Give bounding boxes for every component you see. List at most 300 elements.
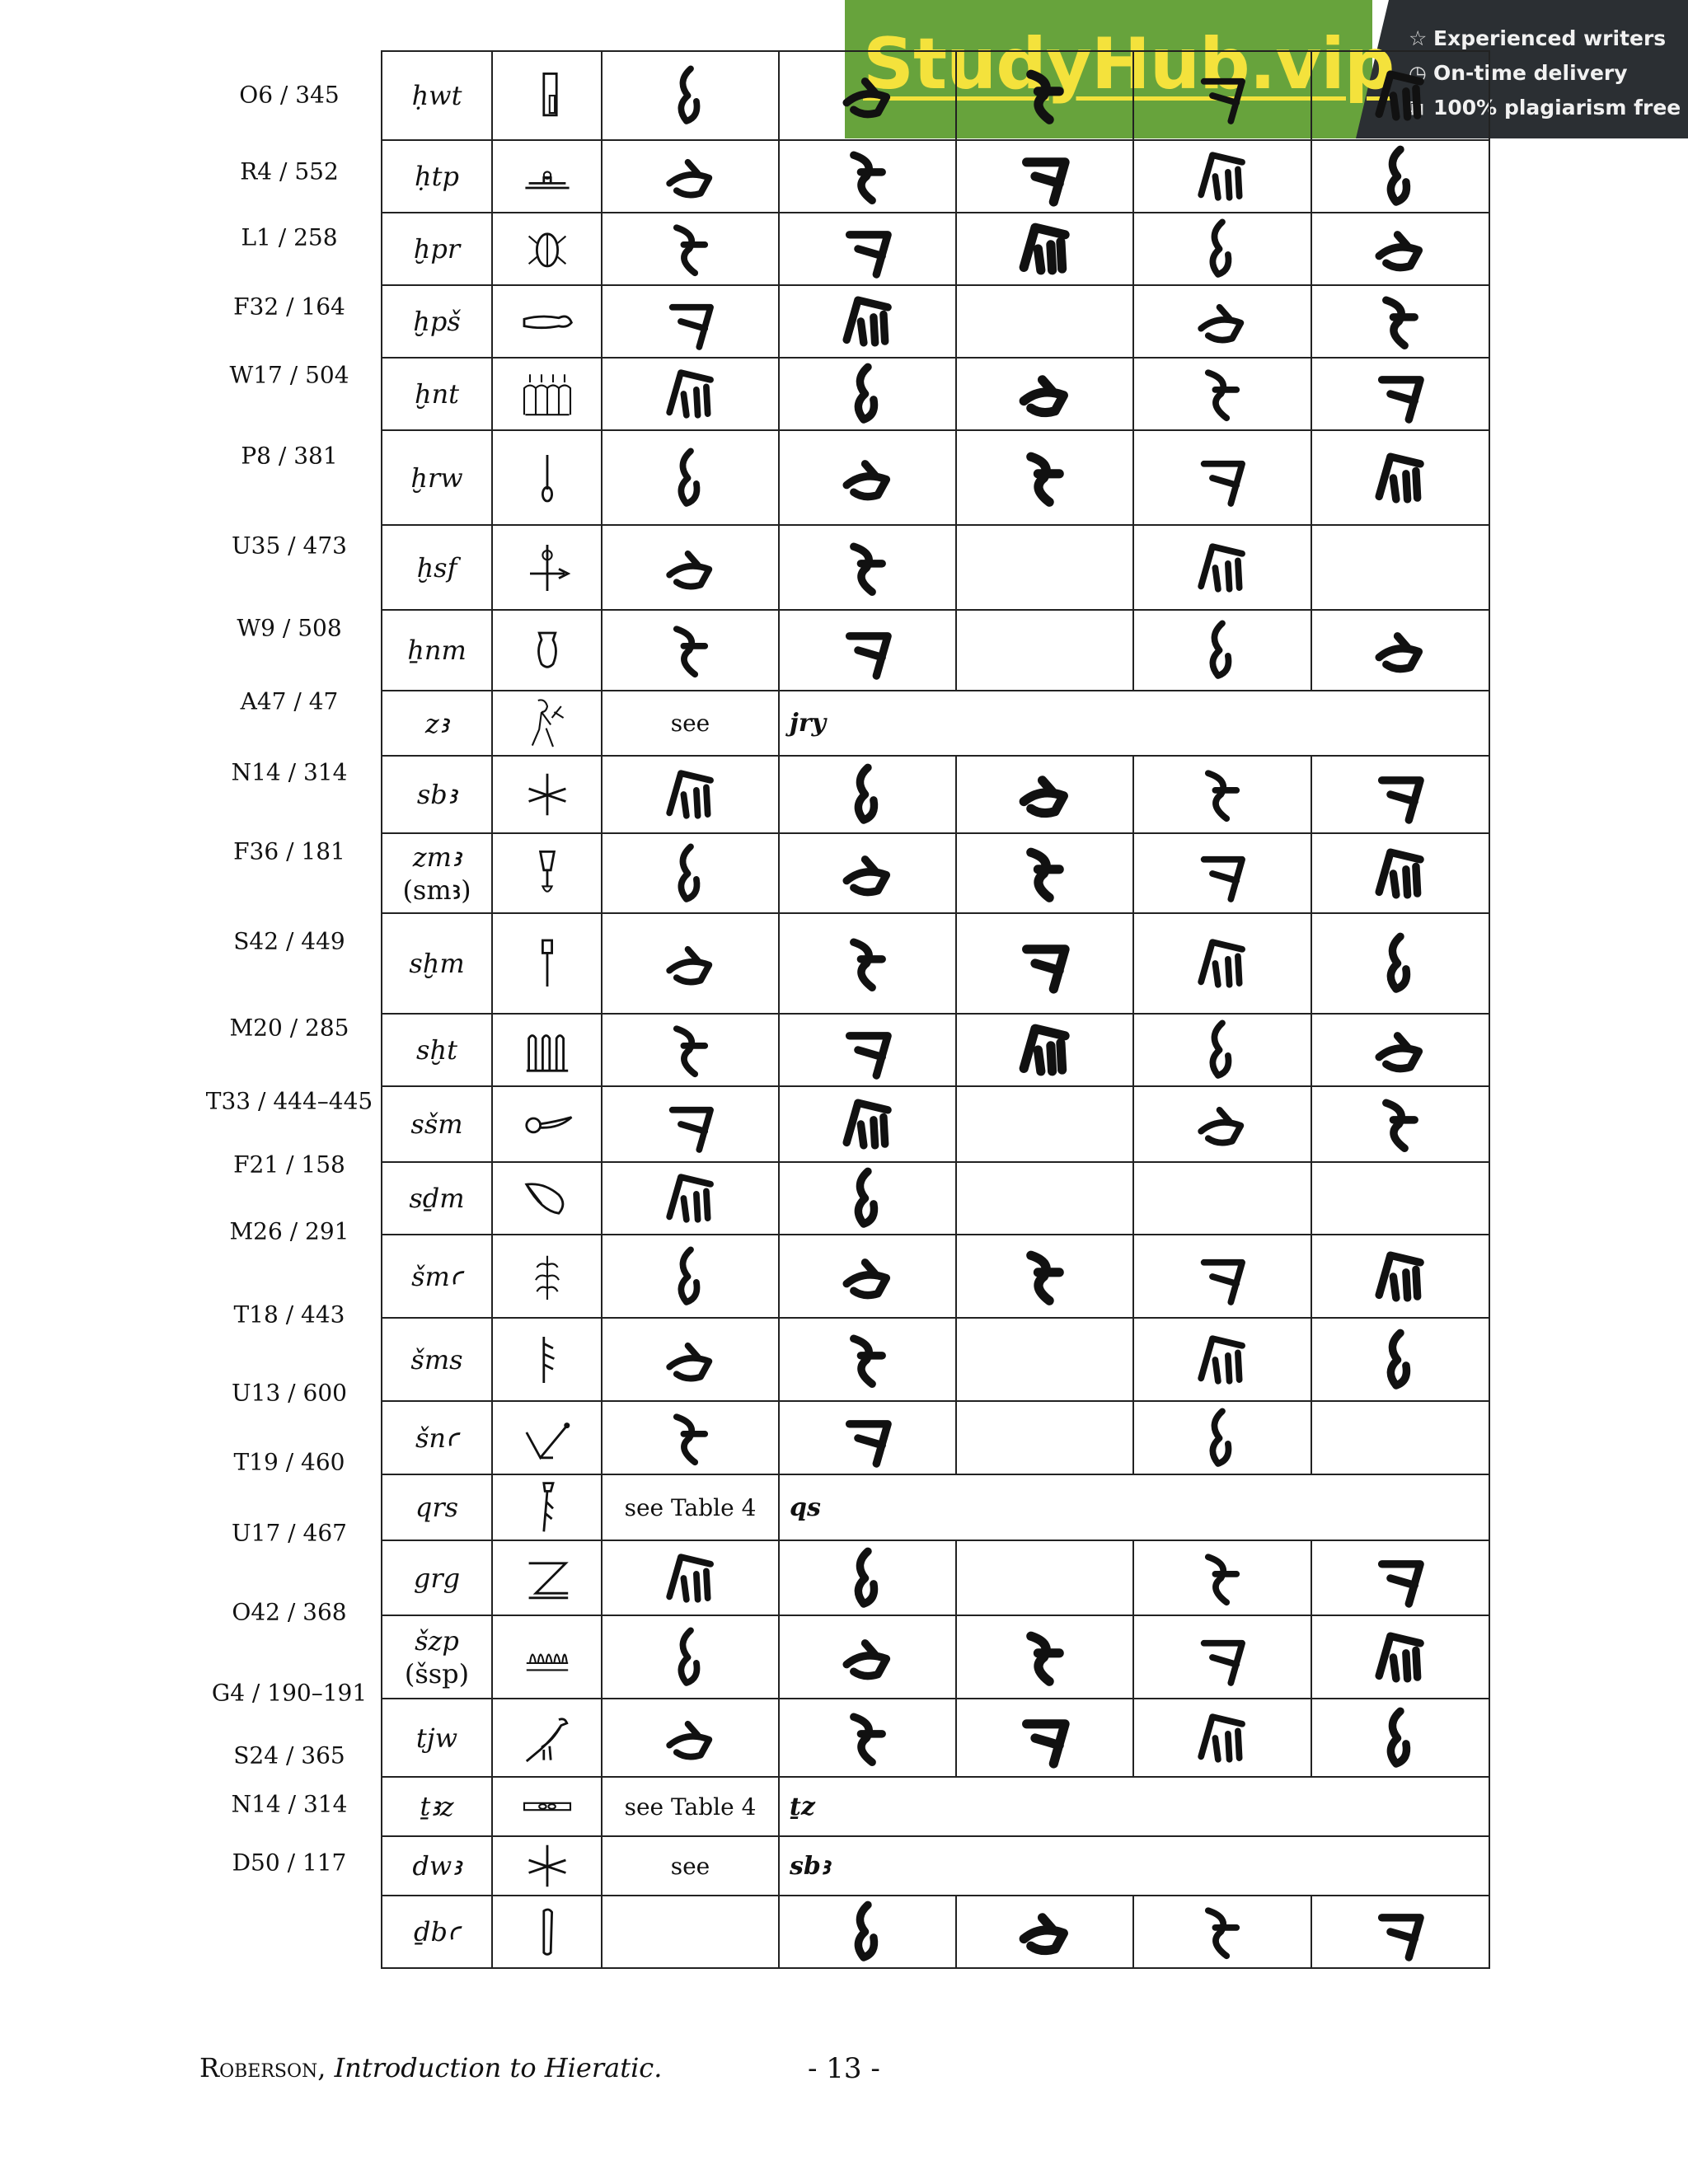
hieratic-form: [1133, 1699, 1311, 1777]
hieratic-form-drawing: [654, 1622, 728, 1693]
cross-reference-cell: [779, 1836, 1489, 1896]
hieratic-form: [779, 1086, 956, 1162]
transliteration: [382, 51, 492, 140]
hieratic-form-drawing: [1185, 141, 1259, 212]
hieratic-form-drawing: [1185, 1324, 1259, 1395]
hieratic-form: [1133, 756, 1311, 833]
hieratic-form: [779, 1014, 956, 1086]
hieratic-form-drawing: [1363, 1089, 1437, 1160]
hieratic-form-drawing: [1185, 759, 1259, 830]
transliteration-text: ḫnt: [414, 378, 460, 410]
hieratic-form: [602, 913, 779, 1014]
hieratic-form-drawing: [654, 1324, 728, 1395]
table-row: [382, 1014, 1489, 1086]
table-row: [382, 1836, 1489, 1896]
transliteration: [382, 1699, 492, 1777]
hieroglyph-sign: [492, 1896, 602, 1968]
hieratic-form-drawing: [1185, 928, 1259, 999]
banner-brand-name[interactable]: StudyHub.vip: [863, 23, 1395, 105]
hieratic-form: [956, 913, 1133, 1014]
hieratic-form-drawing: [654, 1543, 728, 1614]
hieratic-form: [1311, 756, 1489, 833]
hieratic-form: [1311, 1235, 1489, 1318]
table-row: [382, 140, 1489, 213]
hieratic-form: [779, 285, 956, 358]
transliteration-text: ḫsf: [416, 551, 457, 583]
hieratic-form-drawing: [1008, 838, 1082, 909]
hieratic-form-drawing: [831, 141, 905, 212]
hieroglyph-sign: [492, 1318, 602, 1401]
cross-reference-target: jry: [790, 709, 827, 738]
sign-code: R4 / 552: [240, 157, 339, 185]
cross-reference-target: ṯz: [790, 1792, 815, 1821]
hieratic-form-drawing: [1185, 1622, 1259, 1693]
transliteration-text: šzp: [415, 1624, 459, 1657]
hieroglyph-sign-drawing: [518, 1778, 576, 1835]
hieratic-form-drawing: [831, 759, 905, 830]
hieratic-form: [779, 1235, 956, 1318]
hieratic-form: [779, 430, 956, 525]
hieratic-form-drawing: [1008, 1896, 1082, 1967]
hieroglyph-sign: [492, 1162, 602, 1235]
hieratic-form-drawing: [654, 532, 728, 603]
hieratic-form-drawing: [831, 1703, 905, 1774]
hieratic-form: [602, 285, 779, 358]
hieratic-form-drawing: [1363, 1015, 1437, 1085]
hieratic-form: [602, 430, 779, 525]
table-row: [382, 213, 1489, 285]
table-row: [382, 525, 1489, 610]
hieratic-form: [602, 610, 779, 691]
hieratic-form: [956, 51, 1133, 140]
transliteration-text: ẖnm: [407, 635, 467, 666]
transliteration: [382, 833, 492, 913]
hieratic-form: [956, 610, 1133, 691]
hieroglyph-sign-drawing: [518, 1169, 576, 1227]
hieratic-form-drawing: [654, 443, 728, 513]
hieratic-form: [1133, 1896, 1311, 1968]
hieratic-form-drawing: [1363, 60, 1437, 131]
hieratic-form-drawing: [1185, 532, 1259, 603]
hieratic-form: [1133, 1086, 1311, 1162]
hieratic-form-drawing: [1008, 359, 1082, 429]
hieratic-form: [956, 525, 1133, 610]
sign-code: S42 / 449: [233, 927, 345, 955]
hieroglyph-sign: [492, 1401, 602, 1474]
hieratic-form: [602, 1540, 779, 1615]
hieratic-form: [1311, 610, 1489, 691]
banner-feature: ◷ On-time delivery: [1409, 56, 1681, 91]
hieratic-form: [1311, 140, 1489, 213]
hieratic-form: [1133, 430, 1311, 525]
hieratic-form-drawing: [1185, 286, 1259, 357]
hieratic-form: [1133, 140, 1311, 213]
hieratic-form: [1311, 833, 1489, 913]
hieratic-form: [956, 1615, 1133, 1699]
transliteration-text: ṯꜣz: [420, 1791, 454, 1822]
hieratic-form-drawing: [1363, 1896, 1437, 1967]
cross-reference-target: qs: [790, 1493, 821, 1522]
hieratic-form: [602, 1235, 779, 1318]
hieratic-form: [602, 213, 779, 285]
hieratic-form-drawing: [1363, 286, 1437, 357]
hieratic-form-drawing: [1185, 1543, 1259, 1614]
hieratic-form: [956, 430, 1133, 525]
hieratic-sign-table: [381, 50, 1490, 1969]
hieroglyph-sign: [492, 691, 602, 756]
hieratic-form: [956, 1699, 1133, 1777]
sign-code: F21 / 158: [233, 1151, 345, 1178]
sign-code: D50 / 117: [232, 1849, 347, 1876]
hieratic-form-drawing: [831, 213, 905, 284]
hieratic-form-drawing: [654, 1015, 728, 1085]
hieroglyph-sign-drawing: [518, 449, 576, 507]
transliteration-text: ḥtp: [415, 161, 459, 192]
hieratic-form: [602, 1318, 779, 1401]
hieroglyph-sign-drawing: [518, 148, 576, 205]
hieratic-form-drawing: [831, 532, 905, 603]
transliteration-text: ḥwt: [411, 80, 462, 111]
hieroglyph-sign: [492, 610, 602, 691]
hieratic-form-drawing: [831, 928, 905, 999]
table-row: [382, 833, 1489, 913]
hieroglyph-sign-drawing: [518, 845, 576, 902]
footer-title: Introduction to Hieratic.: [334, 2052, 663, 2083]
hieratic-form: [602, 525, 779, 610]
hieratic-form: [602, 51, 779, 140]
hieroglyph-sign-drawing: [518, 220, 576, 278]
sign-code: N14 / 314: [231, 758, 348, 786]
hieratic-form: [956, 1014, 1133, 1086]
table-row: [382, 1235, 1489, 1318]
hieratic-form: [1311, 1699, 1489, 1777]
hieratic-form: [1133, 1014, 1311, 1086]
table-row: [382, 756, 1489, 833]
hieratic-form-drawing: [831, 1622, 905, 1693]
hieratic-form: [1133, 1162, 1311, 1235]
transliteration-text: zꜣ: [424, 707, 449, 739]
hieroglyph-sign: [492, 358, 602, 430]
hieratic-form-drawing: [654, 838, 728, 909]
hieroglyph-sign-drawing: [518, 1095, 576, 1153]
banner-feature: ☆ Experienced writers: [1409, 21, 1681, 56]
hieratic-form-drawing: [1185, 1403, 1259, 1474]
hieratic-form: [1133, 1318, 1311, 1401]
transliteration: [382, 1615, 492, 1699]
hieratic-form: [779, 1699, 956, 1777]
transliteration-text: šms: [410, 1343, 463, 1376]
hieratic-form-drawing: [1008, 141, 1082, 212]
transliteration-text: grg: [413, 1562, 461, 1594]
hieratic-form-drawing: [1008, 759, 1082, 830]
sign-code: W9 / 508: [237, 614, 342, 642]
hieratic-form: [1133, 525, 1311, 610]
hieratic-form-drawing: [1185, 1896, 1259, 1967]
transliteration: [382, 756, 492, 833]
transliteration: [382, 1474, 492, 1540]
transliteration-text: zmꜣ: [412, 841, 462, 873]
hieratic-form: [1133, 1540, 1311, 1615]
table-row: [382, 1318, 1489, 1401]
transliteration: [382, 430, 492, 525]
hieroglyph-sign-drawing: [518, 1479, 576, 1536]
hieratic-form-drawing: [1008, 60, 1082, 131]
hieratic-form: [956, 1162, 1133, 1235]
transliteration: [382, 1014, 492, 1086]
transliteration-text: sbꜣ: [416, 779, 457, 810]
sign-code: A47 / 47: [240, 687, 339, 715]
hieratic-form-drawing: [1185, 213, 1259, 284]
footer-author: Roberson: [199, 2052, 318, 2083]
transliteration-text: ḫpš: [413, 306, 461, 337]
hieratic-form-drawing: [831, 359, 905, 429]
hieratic-form: [1311, 1615, 1489, 1699]
hieratic-form-drawing: [1363, 1324, 1437, 1395]
hieroglyph-sign: [492, 1615, 602, 1699]
hieratic-form: [602, 1699, 779, 1777]
sign-code: F36 / 181: [233, 837, 345, 865]
hieratic-form-drawing: [831, 1324, 905, 1395]
hieratic-form: [779, 1401, 956, 1474]
hieratic-form: [1311, 213, 1489, 285]
hieratic-form-drawing: [1363, 1622, 1437, 1693]
transliteration-variant: (smꜣ): [402, 874, 471, 906]
hieroglyph-sign: [492, 140, 602, 213]
hieratic-form-drawing: [654, 1241, 728, 1312]
transliteration-text: šnꜥ: [415, 1422, 459, 1454]
hieratic-form: [956, 1235, 1133, 1318]
transliteration: [382, 610, 492, 691]
hieratic-form-drawing: [831, 1543, 905, 1614]
transliteration-text: sḫt: [416, 1034, 457, 1066]
hieratic-form-drawing: [1008, 1622, 1082, 1693]
table-row: [382, 1777, 1489, 1836]
hieratic-form: [779, 1540, 956, 1615]
transliteration: [382, 691, 492, 756]
hieratic-form-drawing: [831, 286, 905, 357]
hieratic-form: [1311, 430, 1489, 525]
cross-reference-target: sbꜣ: [790, 1851, 830, 1881]
hieratic-form-drawing: [831, 615, 905, 686]
hieratic-form: [1311, 1318, 1489, 1401]
hieratic-form-drawing: [831, 1089, 905, 1160]
cross-reference-label: see Table 4: [602, 1777, 779, 1836]
transliteration: [382, 1540, 492, 1615]
hieroglyph-sign: [492, 51, 602, 140]
hieratic-form-drawing: [654, 1163, 728, 1234]
hieratic-form: [779, 213, 956, 285]
hieratic-form-drawing: [1185, 1089, 1259, 1160]
table-row: [382, 1162, 1489, 1235]
hieroglyph-sign-drawing: [518, 67, 576, 124]
hieratic-form: [1311, 1014, 1489, 1086]
table-row: [382, 1540, 1489, 1615]
hieratic-form-drawing: [1363, 213, 1437, 284]
hieroglyph-sign: [492, 285, 602, 358]
hieratic-form-drawing: [1363, 838, 1437, 909]
hieroglyph-sign-drawing: [518, 365, 576, 423]
star-icon: ☆: [1409, 26, 1428, 50]
hieratic-form: [956, 1086, 1133, 1162]
hieratic-form-drawing: [1008, 443, 1082, 513]
hieratic-form-drawing: [831, 1403, 905, 1474]
table-row: [382, 430, 1489, 525]
sign-code: F32 / 164: [233, 293, 345, 321]
hieratic-form-drawing: [831, 60, 905, 131]
hieratic-form: [1311, 285, 1489, 358]
table-row: [382, 1474, 1489, 1540]
hieratic-form-drawing: [1185, 359, 1259, 429]
transliteration-variant: (šsp): [404, 1657, 470, 1690]
sign-code: O6 / 345: [239, 81, 340, 109]
sign-code: G4 / 190–191: [211, 1679, 368, 1706]
transliteration: [382, 140, 492, 213]
hieratic-form: [1311, 1162, 1489, 1235]
transliteration-text: qrs: [415, 1492, 459, 1523]
hieratic-form-drawing: [1185, 443, 1259, 513]
hieratic-form-drawing: [1008, 1015, 1082, 1085]
hieratic-form: [602, 140, 779, 213]
hieratic-form: [602, 1014, 779, 1086]
hieratic-form-drawing: [1363, 1703, 1437, 1774]
hieroglyph-sign: [492, 525, 602, 610]
sign-code: N14 / 314: [231, 1790, 348, 1817]
hieratic-form-drawing: [1363, 359, 1437, 429]
hieratic-form-drawing: [1008, 213, 1082, 284]
hieroglyph-sign: [492, 1474, 602, 1540]
page-number: - 13 -: [808, 2052, 880, 2085]
sign-code: U13 / 600: [232, 1379, 347, 1406]
hieratic-form: [1133, 1401, 1311, 1474]
table-row: [382, 1401, 1489, 1474]
hieratic-form: [956, 213, 1133, 285]
hieratic-form: [779, 51, 956, 140]
hieratic-form-drawing: [1363, 759, 1437, 830]
hieratic-form-drawing: [1008, 1241, 1082, 1312]
sign-code: M26 / 291: [229, 1217, 349, 1244]
hieratic-form-drawing: [831, 1015, 905, 1085]
sign-code: O42 / 368: [232, 1598, 347, 1625]
table-row: [382, 913, 1489, 1014]
hieratic-form-drawing: [1363, 1241, 1437, 1312]
sign-code: S24 / 365: [233, 1741, 345, 1769]
hieratic-form-drawing: [831, 1896, 905, 1967]
hieratic-form-drawing: [1008, 928, 1082, 999]
transliteration: [382, 913, 492, 1014]
hieratic-form: [602, 1162, 779, 1235]
hieroglyph-sign: [492, 1086, 602, 1162]
hieratic-form: [1133, 833, 1311, 913]
hieratic-form: [779, 1896, 956, 1968]
transliteration: [382, 1401, 492, 1474]
hieratic-form-drawing: [831, 838, 905, 909]
hieroglyph-sign-drawing: [518, 935, 576, 992]
footer-citation: [199, 2052, 662, 2083]
copy-icon: ⧉: [1409, 96, 1423, 120]
hieratic-form-drawing: [1008, 1703, 1082, 1774]
sign-code: P8 / 381: [241, 442, 338, 469]
hieratic-form: [602, 756, 779, 833]
hieroglyph-sign: [492, 1836, 602, 1896]
hieratic-form: [1311, 1540, 1489, 1615]
hieratic-form: [1133, 913, 1311, 1014]
hieratic-form: [779, 525, 956, 610]
transliteration: [382, 1777, 492, 1836]
cross-reference-cell: [779, 1474, 1489, 1540]
sign-code: L1 / 258: [241, 223, 338, 251]
cross-reference-cell: [779, 1777, 1489, 1836]
hieratic-form: [1311, 1086, 1489, 1162]
cross-reference-label: see: [602, 1836, 779, 1896]
hieratic-form: [779, 1318, 956, 1401]
hieratic-form-drawing: [654, 286, 728, 357]
hieratic-form: [1133, 1615, 1311, 1699]
hieratic-form-drawing: [654, 759, 728, 830]
cross-reference-label: see Table 4: [602, 1474, 779, 1540]
transliteration-text: sḫm: [409, 948, 465, 979]
transliteration: [382, 1235, 492, 1318]
transliteration-text: ḏbꜥ: [413, 1916, 461, 1947]
hieratic-form: [779, 756, 956, 833]
hieratic-form: [956, 140, 1133, 213]
hieratic-form: [1311, 358, 1489, 430]
transliteration: [382, 285, 492, 358]
hieratic-form-drawing: [654, 928, 728, 999]
hieratic-form-drawing: [654, 615, 728, 686]
table-row: [382, 285, 1489, 358]
hieroglyph-sign: [492, 1235, 602, 1318]
hieratic-form: [779, 610, 956, 691]
hieratic-form-drawing: [654, 1703, 728, 1774]
hieroglyph-sign: [492, 213, 602, 285]
sign-code: U17 / 467: [232, 1519, 347, 1546]
hieroglyph-sign-drawing: [518, 1549, 576, 1607]
hieratic-form: [1133, 213, 1311, 285]
hieratic-form: [1133, 1235, 1311, 1318]
transliteration-text: tjw: [415, 1722, 458, 1754]
table-row: [382, 358, 1489, 430]
transliteration-text: šmꜥ: [411, 1260, 462, 1292]
table-row: [382, 1615, 1489, 1699]
hieratic-form-drawing: [831, 1163, 905, 1234]
hieratic-form: [1133, 358, 1311, 430]
hieratic-form: [956, 1318, 1133, 1401]
transliteration: [382, 1318, 492, 1401]
transliteration-text: sšm: [410, 1108, 463, 1140]
transliteration: [382, 213, 492, 285]
hieratic-form-drawing: [1363, 1543, 1437, 1614]
hieratic-form: [779, 358, 956, 430]
hieroglyph-sign-drawing: [518, 1021, 576, 1079]
hieratic-form: [1311, 51, 1489, 140]
hieratic-form-drawing: [831, 443, 905, 513]
hieratic-form: [1311, 1401, 1489, 1474]
hieratic-form-drawing: [1185, 615, 1259, 686]
table-row: [382, 1086, 1489, 1162]
sign-code: T18 / 443: [233, 1301, 345, 1328]
hieratic-form: [956, 756, 1133, 833]
hieroglyph-sign: [492, 1540, 602, 1615]
hieratic-form: [1133, 610, 1311, 691]
hieratic-form: [779, 833, 956, 913]
hieroglyph-sign-drawing: [518, 1903, 576, 1961]
table-row: [382, 1699, 1489, 1777]
hieratic-form-drawing: [654, 141, 728, 212]
hieratic-form: [1133, 285, 1311, 358]
hieratic-form-drawing: [654, 1403, 728, 1474]
hieratic-form: [1311, 525, 1489, 610]
transliteration: [382, 1162, 492, 1235]
